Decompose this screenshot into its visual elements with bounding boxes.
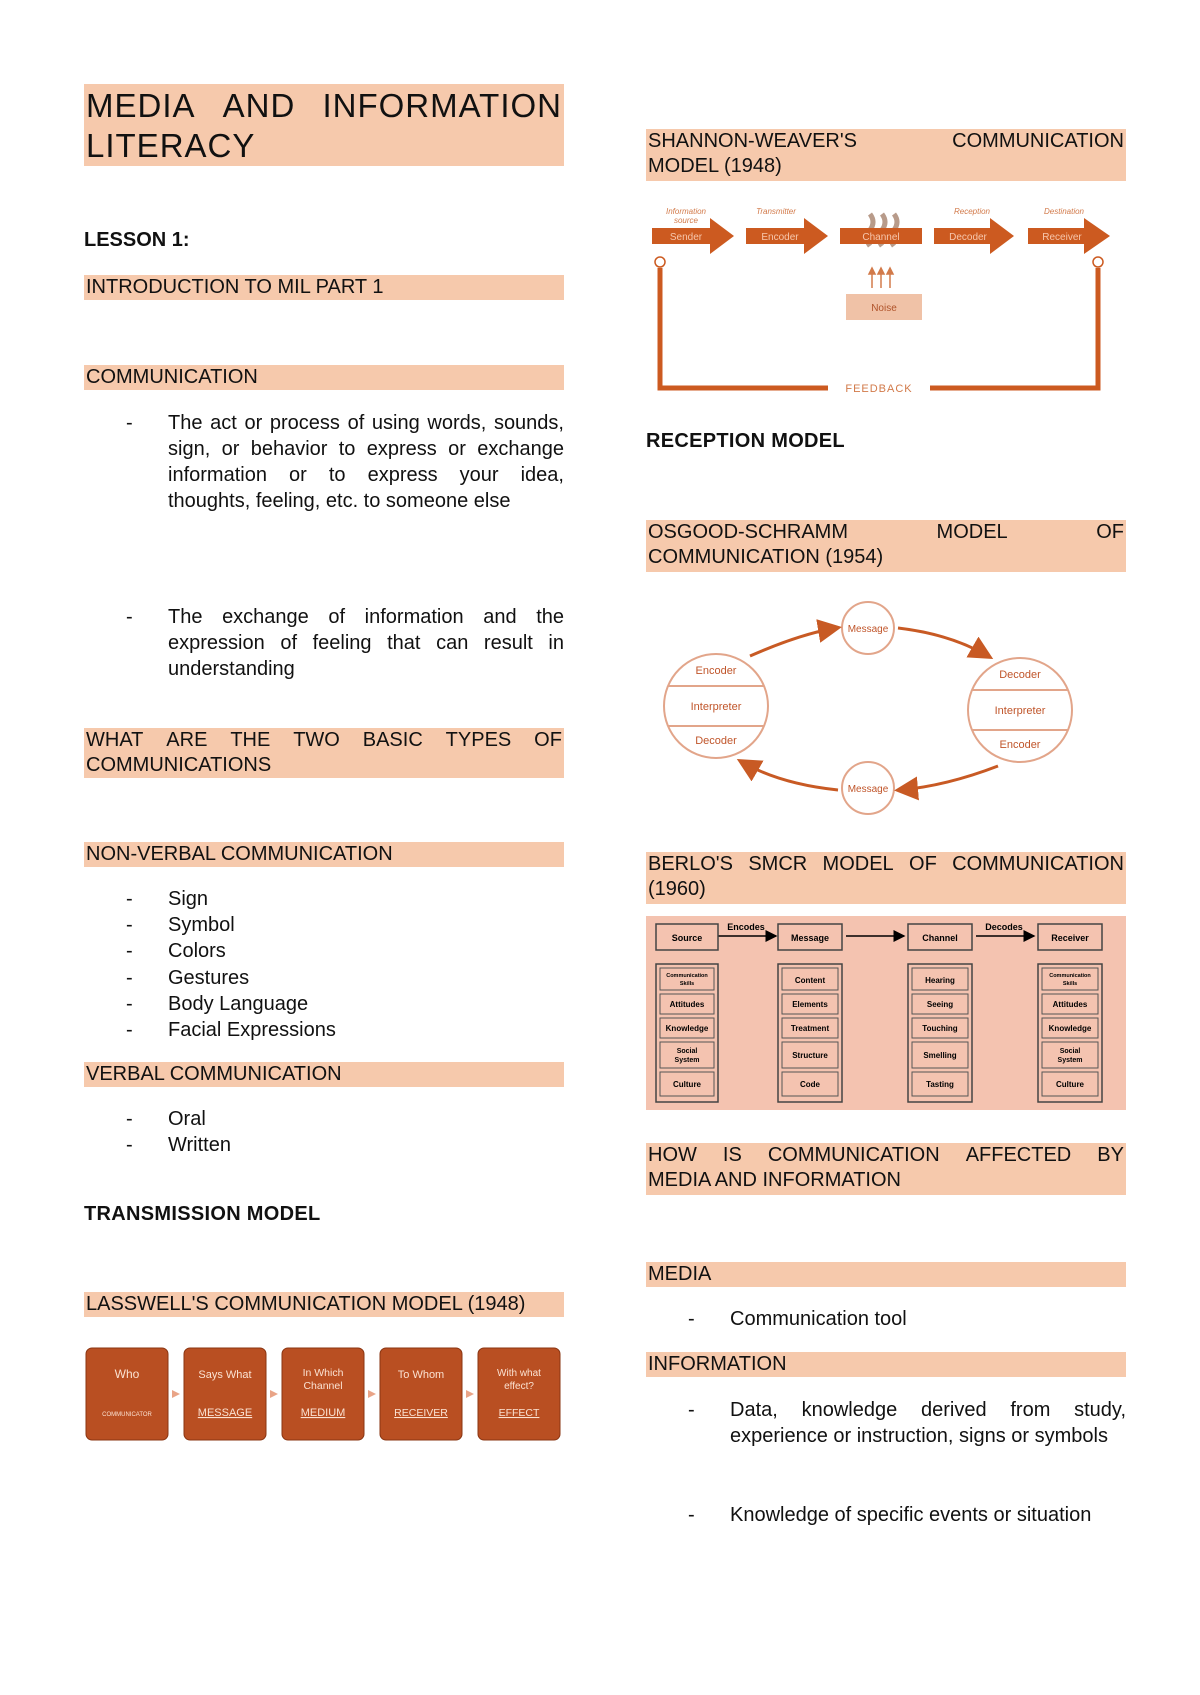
definition-text: The exchange of information and the expression of feeling that can result in understanding bbox=[168, 606, 564, 680]
noise-arrows-icon bbox=[869, 268, 893, 288]
svg-text:Treatment: Treatment bbox=[790, 1024, 830, 1033]
nonverbal-bar: NON-VERBAL COMMUNICATION bbox=[84, 842, 564, 867]
svg-text:EFFECT: EFFECT bbox=[498, 1407, 540, 1419]
svg-text:Smelling: Smelling bbox=[923, 1051, 957, 1060]
noise-box bbox=[846, 294, 922, 320]
berlo-column-source bbox=[656, 924, 718, 1102]
svg-text:Encoder: Encoder bbox=[999, 739, 1041, 751]
svg-text:Knowledge: Knowledge bbox=[1048, 1024, 1092, 1033]
osgood-bar: OSGOOD-SCHRAMM MODEL OF COMMUNICATION (1954) bbox=[646, 520, 1126, 572]
svg-text:Message: Message bbox=[790, 933, 830, 943]
svg-text:Content: Content bbox=[794, 976, 826, 985]
svg-text:Who: Who bbox=[114, 1367, 140, 1381]
svg-text:Interpreter: Interpreter bbox=[690, 701, 742, 713]
svg-text:Hearing: Hearing bbox=[925, 976, 955, 985]
title-word: AND bbox=[222, 87, 296, 124]
svg-text:Encoder: Encoder bbox=[761, 232, 799, 243]
svg-text:Source: Source bbox=[671, 933, 703, 943]
arrow-icon bbox=[172, 1390, 180, 1398]
svg-text:System: System bbox=[674, 1057, 700, 1064]
reception-heading: RECEPTION MODEL bbox=[646, 430, 845, 452]
lasswell-bar: LASSWELL'S COMMUNICATION MODEL (1948) bbox=[84, 1292, 564, 1317]
svg-text:Attitudes: Attitudes bbox=[1052, 1000, 1088, 1009]
arrow-icon bbox=[270, 1390, 278, 1398]
definition-text: The act or process of using words, sounds, sign, or behavior to express or exchange information or to express your idea, thoughts, feeling, etc. to someone else bbox=[168, 412, 564, 512]
affected-bar: HOW IS COMMUNICATION AFFECTED BY MEDIA AND INFORMATION bbox=[646, 1143, 1126, 1195]
svg-text:Elements: Elements bbox=[792, 1000, 828, 1009]
information-def-1: - Data, knowledge derived from study, experience or instruction, signs or symbols bbox=[688, 1399, 1126, 1447]
shannon-arrow-decoder bbox=[934, 218, 1014, 254]
berlo-diagram bbox=[646, 916, 1126, 1110]
svg-text:Tasting: Tasting bbox=[926, 1080, 954, 1089]
intro-bar: INTRODUCTION TO MIL PART 1 bbox=[84, 275, 564, 300]
svg-text:Touching: Touching bbox=[922, 1024, 958, 1033]
svg-text:source: source bbox=[673, 216, 699, 225]
communication-def-2: - The exchange of information and the expression of feeling that can result in understanding bbox=[126, 606, 564, 680]
svg-text:Skills: Skills bbox=[1062, 981, 1078, 987]
osgood-diagram bbox=[650, 594, 1126, 828]
document-title bbox=[84, 84, 564, 166]
arrow-icon bbox=[368, 1390, 376, 1398]
title-word: MEDIA bbox=[86, 87, 196, 124]
shannon-channel bbox=[840, 214, 922, 246]
lasswell-box bbox=[86, 1348, 168, 1440]
svg-text:Communication: Communication bbox=[1049, 973, 1091, 979]
svg-text:Says What: Says What bbox=[198, 1369, 252, 1381]
svg-text:System: System bbox=[1057, 1057, 1083, 1064]
svg-text:Sender: Sender bbox=[669, 232, 703, 243]
title-word: INFORMATION bbox=[322, 87, 562, 124]
diagram-label: Information bbox=[665, 207, 707, 216]
arrow-icon bbox=[466, 1390, 474, 1398]
verbal-bar: VERBAL COMMUNICATION bbox=[84, 1062, 564, 1087]
shannon-bar: SHANNON-WEAVER'S COMMUNICATION MODEL (1948) bbox=[646, 129, 1126, 181]
svg-text:With whateffect?: With what effect? bbox=[497, 1368, 541, 1392]
lesson-heading: LESSON 1: bbox=[84, 229, 190, 251]
message-bottom-circle bbox=[842, 762, 894, 814]
shannon-arrow-encoder bbox=[746, 218, 828, 254]
svg-text:In WhichChannel: In Which Channel bbox=[302, 1367, 344, 1392]
svg-text:Social: Social bbox=[1059, 1048, 1081, 1055]
diagram-label: Transmitter bbox=[756, 207, 796, 216]
svg-text:Receiver: Receiver bbox=[1042, 232, 1082, 243]
berlo-column-message bbox=[778, 924, 842, 1102]
two-types-bar: WHAT ARE THE TWO BASIC TYPES OF COMMUNICATIONS bbox=[84, 728, 564, 778]
shannon-diagram bbox=[650, 198, 1126, 398]
svg-text:Decoder: Decoder bbox=[695, 735, 737, 747]
svg-text:Decoder: Decoder bbox=[999, 669, 1041, 681]
svg-text:Decoder: Decoder bbox=[949, 232, 987, 243]
definition-text: Data, knowledge derived from study, experience or instruction, signs or symbols bbox=[730, 1399, 1126, 1447]
title-line2: LITERACY bbox=[86, 127, 256, 164]
svg-text:Culture: Culture bbox=[1056, 1080, 1084, 1089]
svg-text:MEDIUM: MEDIUM bbox=[300, 1407, 346, 1419]
svg-text:Communication: Communication bbox=[666, 973, 708, 979]
shannon-arrow-receiver bbox=[1028, 218, 1110, 254]
berlo-bar: BERLO'S SMCR MODEL OF COMMUNICATION (1960) bbox=[646, 852, 1126, 904]
transmission-heading: TRANSMISSION MODEL bbox=[84, 1203, 321, 1225]
svg-text:Social: Social bbox=[676, 1048, 698, 1055]
lasswell-box bbox=[380, 1348, 462, 1440]
svg-text:Code: Code bbox=[800, 1080, 820, 1089]
svg-text:Decodes: Decodes bbox=[985, 922, 1023, 932]
berlo-column-channel bbox=[908, 924, 972, 1102]
svg-text:Channel: Channel bbox=[862, 232, 900, 243]
svg-text:Encoder: Encoder bbox=[695, 665, 737, 677]
svg-text:To Whom: To Whom bbox=[397, 1369, 445, 1381]
right-circle bbox=[968, 658, 1072, 762]
svg-text:FEEDBACK: FEEDBACK bbox=[845, 383, 913, 395]
diagram-label: Reception bbox=[953, 207, 991, 216]
communication-bar: COMMUNICATION bbox=[84, 365, 564, 390]
lasswell-box bbox=[282, 1348, 364, 1440]
svg-text:Skills: Skills bbox=[679, 981, 695, 987]
svg-text:Interpreter: Interpreter bbox=[994, 705, 1046, 717]
feedback-loop bbox=[655, 257, 1103, 395]
lasswell-box bbox=[184, 1348, 266, 1440]
left-circle bbox=[664, 654, 768, 758]
svg-text:COMMUNICATOR: COMMUNICATOR bbox=[102, 1412, 152, 1418]
svg-text:Culture: Culture bbox=[673, 1080, 701, 1089]
communication-def-1: - The act or process of using words, sounds, sign, or behavior to express or exchange information or to express your idea, thoughts, feeling, etc. to someone else bbox=[126, 412, 564, 512]
svg-text:Attitudes: Attitudes bbox=[669, 1000, 705, 1009]
lasswell-box bbox=[478, 1348, 560, 1440]
svg-text:RECEIVER: RECEIVER bbox=[394, 1407, 448, 1419]
svg-text:Seeing: Seeing bbox=[926, 1000, 954, 1009]
diagram-label: Destination bbox=[1043, 207, 1085, 216]
svg-text:Channel: Channel bbox=[922, 933, 958, 943]
lasswell-diagram bbox=[84, 1346, 564, 1444]
svg-text:MESSAGE: MESSAGE bbox=[197, 1407, 253, 1419]
svg-text:Structure: Structure bbox=[792, 1051, 828, 1060]
svg-text:Knowledge: Knowledge bbox=[665, 1024, 709, 1033]
media-bar: MEDIA bbox=[646, 1262, 1126, 1287]
information-bar: INFORMATION bbox=[646, 1352, 1126, 1377]
svg-text:Encodes: Encodes bbox=[727, 922, 765, 932]
message-top-circle bbox=[842, 602, 894, 654]
berlo-column-receiver bbox=[1038, 924, 1102, 1102]
svg-text:Receiver: Receiver bbox=[1051, 933, 1089, 943]
svg-text:Noise: Noise bbox=[871, 303, 897, 314]
svg-text:Message: Message bbox=[847, 784, 889, 795]
svg-text:Message: Message bbox=[847, 624, 889, 635]
